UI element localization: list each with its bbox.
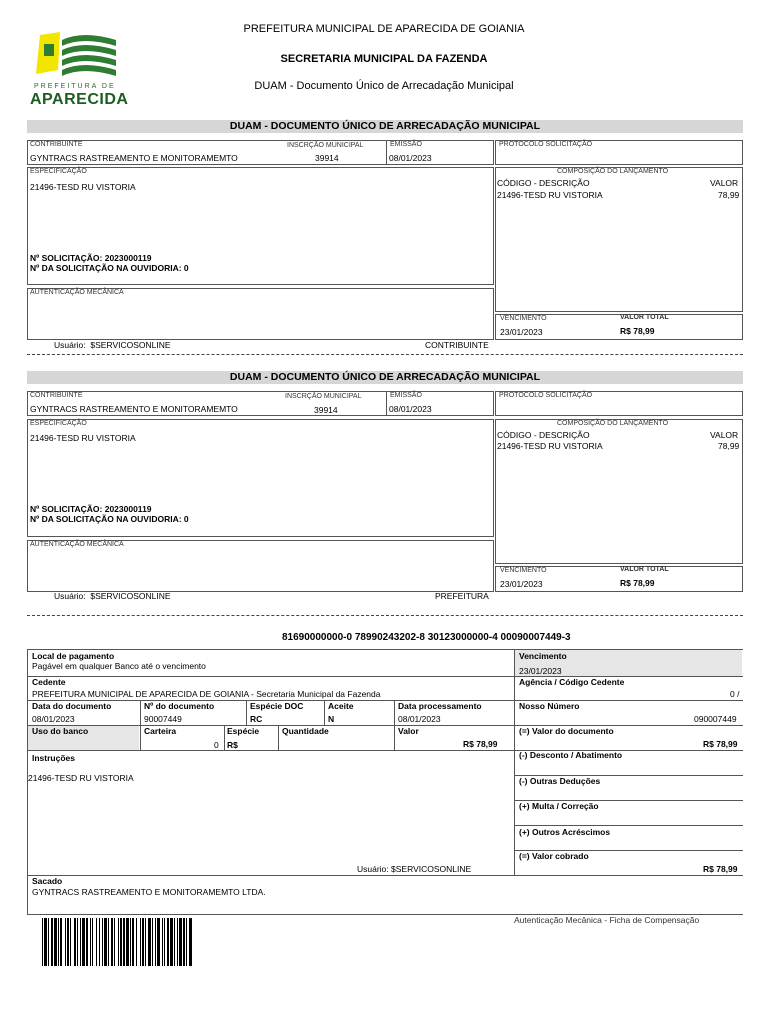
stub2-emissao-value: 08/01/2023 <box>389 404 432 414</box>
stub1-contribuinte-label: CONTRIBUINTE <box>30 141 83 148</box>
stub1-item-valor: 78,99 <box>718 190 740 200</box>
stub2-especificacao-label: ESPECIFICAÇÃO <box>30 420 87 427</box>
multa-label: (+) Multa / Correção <box>519 801 599 811</box>
valor-label: Valor <box>398 726 419 736</box>
especie-doc-label: Espécie DOC <box>250 701 304 711</box>
carteira-label: Carteira <box>144 726 177 736</box>
stub1-contribuinte-value: GYNTRACS RASTREAMENTO E MONITORAMEMTO <box>30 153 238 163</box>
data-proc-value: 08/01/2023 <box>398 714 441 724</box>
cut-line-2 <box>27 615 743 616</box>
stub1-especificacao-label: ESPECIFICAÇÃO <box>30 168 87 175</box>
local-pagamento-label: Local de pagamento <box>32 651 115 661</box>
aceite-label: Aceite <box>328 701 354 711</box>
boleto-usuario: Usuário: $SERVICOSONLINE <box>357 864 472 874</box>
desconto-label: (-) Desconto / Abatimento <box>519 750 623 760</box>
vencimento-value: 23/01/2023 <box>519 666 562 676</box>
local-pagamento-value: Pagável em qualquer Banco até o vencimento <box>32 661 206 671</box>
stub2-solicitacao: Nº SOLICITAÇÃO: 2023000119 <box>30 504 152 514</box>
stub2-vencimento-label: VENCIMENTO <box>500 567 547 574</box>
especie-doc-value: RC <box>250 714 263 724</box>
valor-value: R$ 78,99 <box>463 739 498 749</box>
header-duam: DUAM - Documento Único de Arrecadação Municipal <box>254 80 514 92</box>
num-doc-label: Nº do documento <box>144 701 215 711</box>
stub1-via: CONTRIBUINTE <box>425 340 489 350</box>
stub2-contribuinte-value: GYNTRACS RASTREAMENTO E MONITORAMEMTO <box>30 404 238 414</box>
stub1-vencimento-label: VENCIMENTO <box>500 315 547 322</box>
stub1-vencimento-value: 23/01/2023 <box>500 327 543 337</box>
autenticacao-ficha: Autenticação Mecânica - Ficha de Compensação <box>514 915 700 925</box>
stub1-valor-header: VALOR <box>710 178 739 188</box>
data-doc-label: Data do documento <box>32 701 112 711</box>
stub1-inscricao-value: 39914 <box>315 153 339 163</box>
especie-label: Espécie <box>227 726 260 736</box>
stub1-emissao-label: EMISSÃO <box>390 141 422 148</box>
quantidade-label: Quantidade <box>282 726 329 736</box>
stub2-protocolo-label: PROTOCOLO SOLICITAÇÃO <box>499 392 593 399</box>
stub1-protocolo-label: PROTOCOLO SOLICITAÇÃO <box>499 141 593 148</box>
uso-banco-label: Uso do banco <box>32 726 89 736</box>
outros-acrescimos-label: (+) Outros Acréscimos <box>519 827 611 837</box>
cedente-label: Cedente <box>32 677 66 687</box>
header-prefeitura: PREFEITURA MUNICIPAL DE APARECIDA DE GOIANIA <box>243 23 525 35</box>
stub2-valor-total-value: R$ 78,99 <box>620 578 655 588</box>
stub1-valor-total-label: VALOR TOTAL <box>620 314 669 321</box>
stub2-vencimento-value: 23/01/2023 <box>500 579 543 589</box>
stub2-autenticacao-label: AUTENTICAÇÃO MECÂNICA <box>30 541 124 548</box>
agencia-label: Agência / Código Cedente <box>519 677 625 687</box>
logo-text-big: APARECIDA <box>30 91 129 108</box>
barcode-bar <box>192 918 193 966</box>
header-secretaria: SECRETARIA MUNICIPAL DA FAZENDA <box>280 53 488 65</box>
nosso-numero-label: Nosso Número <box>519 701 580 711</box>
instrucoes-label: Instruções <box>32 753 75 763</box>
stub1-usuario: Usuário: $SERVICOSONLINE <box>54 340 171 350</box>
vencimento-label: Vencimento <box>519 651 567 661</box>
stub1-ouvidoria: Nº DA SOLICITAÇÃO NA OUVIDORIA: 0 <box>30 263 189 273</box>
outras-deducoes-label: (-) Outras Deduções <box>519 776 601 786</box>
aceite-value: N <box>328 714 335 724</box>
stub1-solicitacao: Nº SOLICITAÇÃO: 2023000119 <box>30 253 152 263</box>
logo-text-small: PREFEITURA DE <box>34 83 116 90</box>
carteira-value: 0 <box>214 740 219 750</box>
stub2-contribuinte-label: CONTRIBUINTE <box>30 392 83 399</box>
sacado-value: GYNTRACS RASTREAMENTO E MONITORAMEMTO LTDA. <box>32 887 266 897</box>
stub2-via: PREFEITURA <box>435 591 489 601</box>
linha-digitavel: 81690000000-0 78990243202-8 30123000000-4 00090007449-3 <box>282 632 571 643</box>
stub2-especificacao-value: 21496-TESD RU VISTORIA <box>30 433 136 443</box>
stub1-especificacao-value: 21496-TESD RU VISTORIA <box>30 182 136 192</box>
data-doc-value: 08/01/2023 <box>32 714 75 724</box>
stub1-codigo-descricao-header: CÓDIGO - DESCRIÇÃO <box>497 178 590 188</box>
instrucoes-value: 21496-TESD RU VISTORIA <box>28 773 134 783</box>
num-doc-value: 90007449 <box>144 714 182 724</box>
valor-cobrado-value: R$ 78,99 <box>703 864 738 874</box>
stub2-item-valor: 78,99 <box>718 441 740 451</box>
stub2-emissao-label: EMISSÃO <box>390 392 422 399</box>
agencia-value: 0 / <box>730 689 740 699</box>
cut-line-1 <box>27 354 743 355</box>
stub1-composicao-label: COMPOSIÇÃO DO LANÇAMENTO <box>557 168 669 175</box>
stub2-inscricao-label: INSCRÇÃO MUNICIPAL <box>285 393 362 400</box>
stub2-item-desc: 21496-TESD RU VISTORIA <box>497 441 603 451</box>
especie-value: R$ <box>227 740 238 750</box>
data-proc-label: Data processamento <box>398 701 482 711</box>
cedente-value: PREFEITURA MUNICIPAL DE APARECIDA DE GOIANIA - Secretaria Municipal da Fazenda <box>32 689 381 699</box>
valor-doc-value: R$ 78,99 <box>703 739 738 749</box>
stub1-valor-total-value: R$ 78,99 <box>620 326 655 336</box>
nosso-numero-value: 090007449 <box>694 714 737 724</box>
stub2-composicao-label: COMPOSIÇÃO DO LANÇAMENTO <box>557 420 669 427</box>
stub1-section-title: DUAM - DOCUMENTO ÚNICO DE ARRECADAÇÃO MUNICIPAL <box>27 120 743 133</box>
sacado-label: Sacado <box>32 876 63 886</box>
stub1-item-desc: 21496-TESD RU VISTORIA <box>497 190 603 200</box>
valor-doc-label: (=) Valor do documento <box>519 726 614 736</box>
stub2-section-title: DUAM - DOCUMENTO ÚNICO DE ARRECADAÇÃO MUNICIPAL <box>27 371 743 384</box>
barcode <box>42 918 332 966</box>
stub2-usuario: Usuário: $SERVICOSONLINE <box>54 591 171 601</box>
stub2-codigo-descricao-header: CÓDIGO - DESCRIÇÃO <box>497 430 590 440</box>
stub1-emissao-value: 08/01/2023 <box>389 153 432 163</box>
stub1-autenticacao-label: AUTENTICAÇÃO MECÂNICA <box>30 289 124 296</box>
stub2-valor-total-label: VALOR TOTAL <box>620 566 669 573</box>
stub1-inscricao-label: INSCRÇÃO MUNICIPAL <box>287 142 364 149</box>
stub2-valor-header: VALOR <box>710 430 739 440</box>
stub1-composicao-box <box>495 167 743 312</box>
valor-cobrado-label: (=) Valor cobrado <box>519 851 589 861</box>
stub2-ouvidoria: Nº DA SOLICITAÇÃO NA OUVIDORIA: 0 <box>30 514 189 524</box>
stub2-inscricao-value: 39914 <box>314 405 338 415</box>
